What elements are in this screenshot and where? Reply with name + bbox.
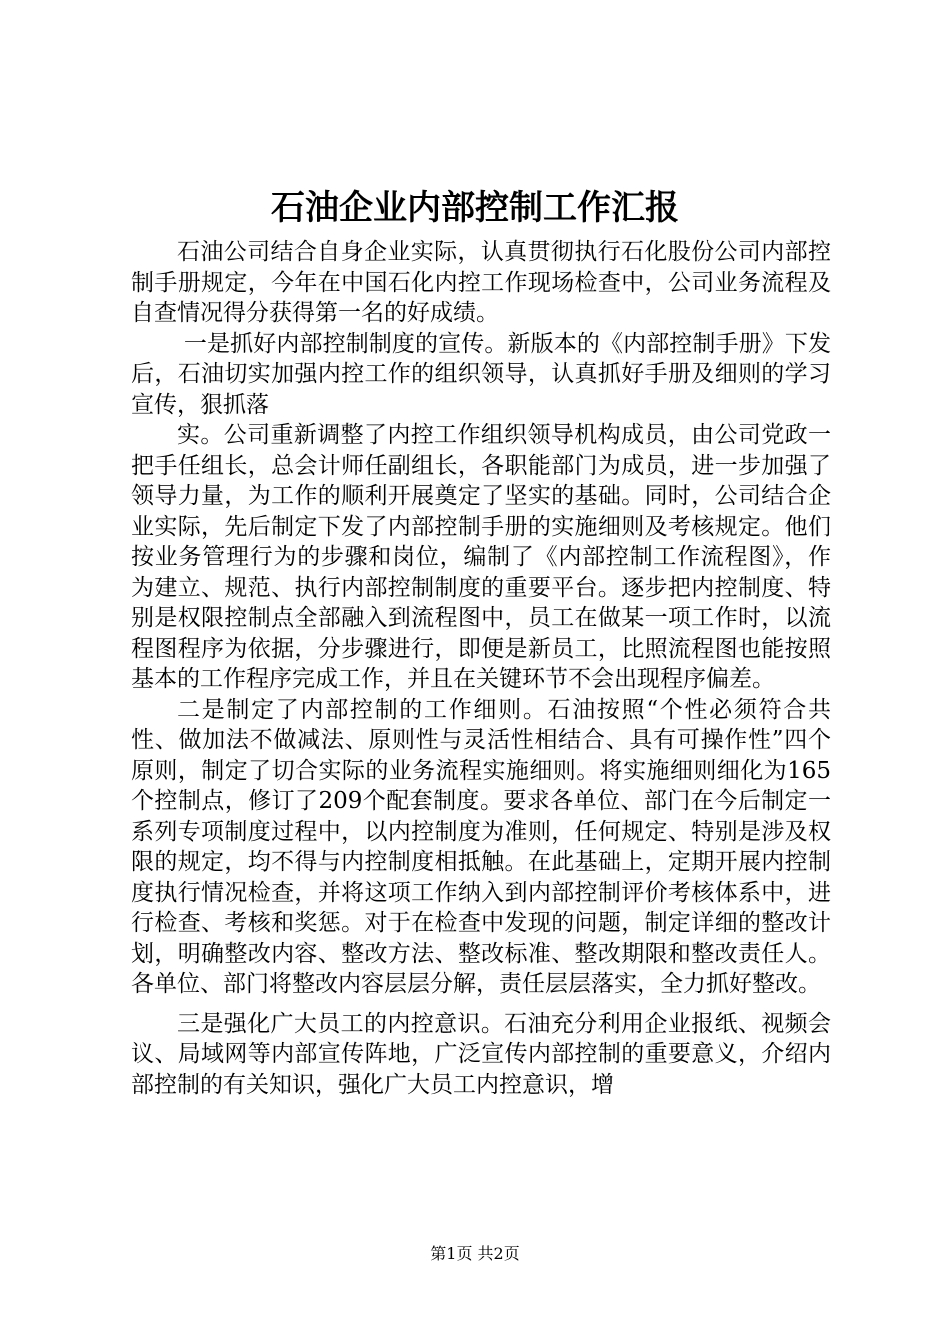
paragraph-point-one-continued: 实。公司重新调整了内控工作组织领导机构成员，由公司党政一把手任组长，总会计师任副组长，各职能部门为成员，进一步加强了领导力量，为工作的顺利开展奠定了坚实的基础。同时，公司结合企业实际，先后制定下发了内部控制手册的实施细则及考核规定。他们按业务管理行为的步骤和岗位，编制了《内部控制工作流程图》，作为建立、规范、执行内部控制制度的重要平台。逐步把内控制度、特别是权限控制点全部融入到流程图中，员工在做某一项工作时，以流程图程序为依据，分步骤进行，即便是新员工，比照流程图也能按照基本的工作程序完成工作，并且在关键环节不会出现程序偏差。: [131, 422, 831, 692]
paragraph-point-two: 二是制定了内部控制的工作细则。石油按照“个性必须符合共性、做加法不做减法、原则性与灵活性相结合、具有可操作性”四个原则，制定了切合实际的业务流程实施细则。将实施细则细化为165个控制点，修订了209个配套制度。要求各单位、部门在今后制定一系列专项制度过程中，以内控制度为准则，任何规定、特别是涉及权限的规定，均不得与内控制度相抵触。在此基础上，定期开展内控制度执行情况检查，并将这项工作纳入到内部控制评价考核体系中，进行检查、考核和奖惩。对于在检查中发现的问题，制定详细的整改计划，明确整改内容、整改方法、整改标准、整改期限和整改责任人。各单位、部门将整改内容层层分解，责任层层落实，全力抓好整改。: [131, 696, 831, 997]
paragraph-point-three: 三是强化广大员工的内控意识。石油充分利用企业报纸、视频会议、局域网等内部宣传阵地，广泛宣传内部控制的重要意义，介绍内部控制的有关知识，强化广大员工内控意识，增: [131, 1010, 831, 1098]
paragraph-point-one: 一是抓好内部控制制度的宣传。新版本的《内部控制手册》下发后，石油切实加强内控工作的组织领导，认真抓好手册及细则的学习宣传，狠抓落: [131, 330, 831, 418]
document-title: 石油企业内部控制工作汇报: [271, 188, 679, 228]
page-footer: 第1页 共2页: [430, 1244, 520, 1263]
document-body: [131, 237, 831, 1100]
paragraph-intro: 石油公司结合自身企业实际，认真贯彻执行石化股份公司内部控制手册规定，今年在中国石化内控工作现场检查中，公司业务流程及自查情况得分获得第一名的好成绩。: [131, 239, 831, 326]
